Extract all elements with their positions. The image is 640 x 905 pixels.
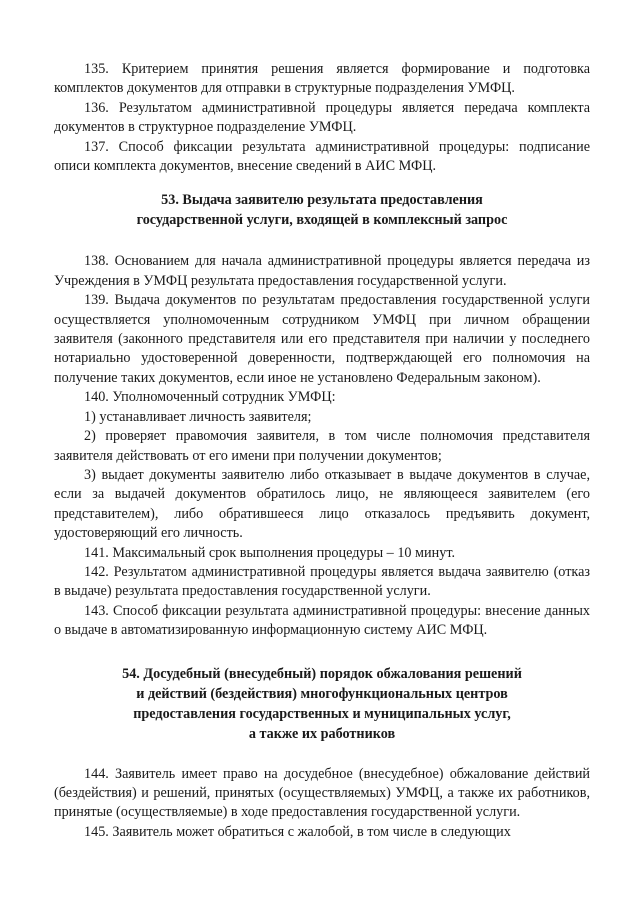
paragraph-142: 142. Результатом административной процедуры является выдача заявителю (отказ в выдаче) результата предоставления государственной услуги. <box>54 563 590 600</box>
heading-54-line-4: а также их работников <box>248 725 396 742</box>
paragraph-143: 143. Способ фиксации результата административной процедуры: внесение данных о выдаче в автоматизированную информационную систему АИС МФЦ. <box>54 602 590 639</box>
list-item-2: 2) проверяет правомочия заявителя, в том числе полномочия представителя заявителя действовать от его имени при получении документов; <box>54 428 590 464</box>
heading-54-line-1: 54. Досудебный (внесудебный) порядок обжалования решений <box>122 665 522 682</box>
paragraph-144: 144. Заявитель имеет право на досудебное (внесудебное) обжалование действий (бездействия) и решений, принятых (осуществляемых) УМФЦ, а также их работников, принятые (осуществляемые) в ходе предоставления государственной услуги. <box>54 765 590 821</box>
paragraph-141: 141. Максимальный срок выполнения процедуры – 10 минут. <box>84 544 455 561</box>
document-body <box>54 60 590 842</box>
section-heading-53 <box>54 190 590 230</box>
paragraph-135: 135. Критерием принятия решения является формирование и подготовка комплектов документов для отправки в структурные подразделения УМФЦ. <box>54 61 590 97</box>
paragraph-145: 145. Заявитель может обратиться с жалобой, в том числе в следующих <box>84 823 511 840</box>
list-item-1: 1) устанавливает личность заявителя; <box>84 408 312 425</box>
paragraph-140: 140. Уполномоченный сотрудник УМФЦ: <box>84 389 336 406</box>
section-heading-54 <box>54 664 590 744</box>
paragraph-137: 137. Способ фиксации результата административной процедуры: подписание описи комплекта документов, внесение сведений в АИС МФЦ. <box>54 138 590 175</box>
paragraph-139: 139. Выдача документов по результатам предоставления государственной услуги осуществляется уполномоченным сотрудником УМФЦ при личном обращении заявителя (законного представителя или его представителя при наличии у последнего нотариально удостоверенной доверенности, подтверждающей его полномочия на получение таких документов, если иное не установлено Федеральным законом). <box>54 292 590 386</box>
paragraph-138: 138. Основанием для начала административной процедуры является передача из Учреждения в УМФЦ результата предоставления государственной услуги. <box>54 253 590 289</box>
heading-54-line-3: предоставления государственных и муниципальных услуг, <box>133 705 511 722</box>
heading-53-line-1: 53. Выдача заявителю результата предоставления <box>161 192 483 209</box>
heading-53-line-2: государственной услуги, входящей в комплексный запрос <box>136 212 508 229</box>
heading-54-line-2: и действий (бездействия) многофункциональных центров <box>136 685 508 702</box>
paragraph-136: 136. Результатом административной процедуры является передача комплекта документов в структурное подразделение УМФЦ. <box>54 99 590 136</box>
list-item-3: 3) выдает документы заявителю либо отказывает в выдаче документов в случае, если за выдачей документов обратилось лицо, не являющееся заявителем (его представителем), либо обратившееся лицо отказалось предъявить документ, удостоверяющий его личность. <box>54 466 590 542</box>
